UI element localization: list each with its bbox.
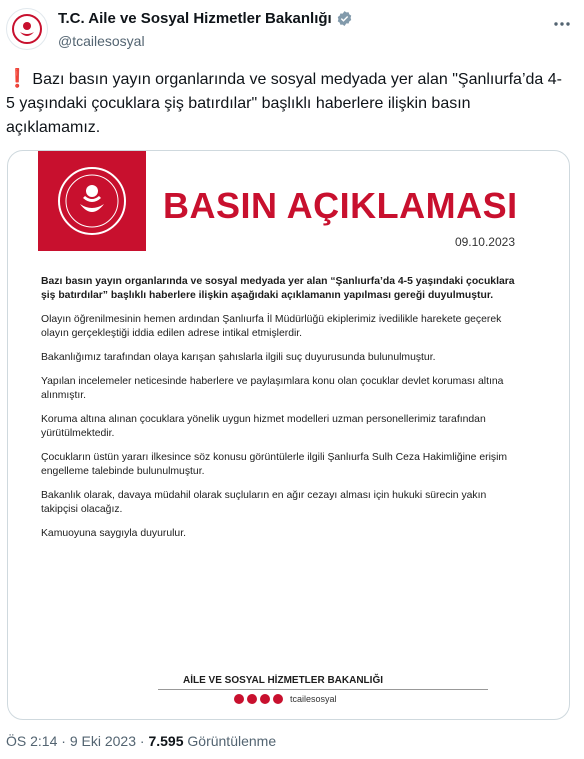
tweet-date[interactable]: 9 Eki 2023 <box>69 733 136 749</box>
author-name[interactable] <box>58 10 353 27</box>
footer-organization: AİLE VE SOSYAL HİZMETLER BAKANLIĞI <box>182 675 384 686</box>
paragraph: Bakanlığımız tarafından olaya karışan şahıslarla ilgili suç duyurusunda bulunulmuştur. <box>41 352 436 363</box>
facebook-icon <box>247 694 257 704</box>
author-handle[interactable]: @tcailesosyal <box>58 33 145 49</box>
tweet-header <box>0 0 584 60</box>
paragraph: Olayın öğrenilmesinin hemen ardından Şanlıurfa İl Müdürlüğü ekiplerimiz ivedilikle harekete geçerek olayın gerçekleştiği iddia edilen adrese intikal etmişlerdir. <box>41 314 502 339</box>
ministry-logo-icon <box>11 13 43 45</box>
paragraph: Koruma altına alınan çocuklara yönelik uygun hizmet modelleri uzman personellerimiz tarafından yürütülmektedir. <box>41 414 486 439</box>
press-release-document <box>38 151 541 720</box>
exclamation-icon: ❗ <box>6 68 29 88</box>
meta-separator: · <box>136 733 149 749</box>
meta-separator: · <box>57 733 70 749</box>
views-label: Görüntülenme <box>183 733 277 749</box>
tweet-time[interactable]: ÖS 2:14 <box>6 733 58 749</box>
paragraph: Yapılan incelemeler neticesinde haberlere ve paylaşımlara konu olan çocuklar devlet koruması altına alınmıştır. <box>41 376 504 401</box>
press-release-title: BASIN AÇIKLAMASI <box>163 185 518 226</box>
verified-badge-icon <box>336 10 353 27</box>
youtube-icon <box>260 694 270 704</box>
press-release-body <box>41 275 521 551</box>
tweet-media-image[interactable] <box>7 150 570 720</box>
tweet-body: Bazı basın yayın organlarında ve sosyal medyada yer alan "Şanlıurfa’da 4-5 yaşındaki çocuklara şiş batırdılar" başlıklı haberlere ilişkin basın açıklamamız. <box>6 71 562 136</box>
views-count: 7.595 <box>148 733 184 749</box>
footer-divider <box>158 689 488 690</box>
paragraph: Bakanlık olarak, davaya müdahil olarak suçluların en ağır cezayı alması için hukuki sürecin yakın takipçisi olacağız. <box>41 490 487 515</box>
ministry-logo <box>38 151 146 251</box>
instagram-icon <box>234 694 244 704</box>
press-release-date: 09.10.2023 <box>454 235 515 249</box>
more-options-icon[interactable] <box>552 14 572 34</box>
paragraph: Çocukların üstün yararı ilkesince söz konusu görüntülerle ilgili Şanlıurfa Sulh Ceza Hakimliğine erişim engelleme talebinde bulunulmuştur. <box>41 452 508 477</box>
paragraph: Kamuoyuna saygıyla duyurulur. <box>41 528 186 539</box>
tweet-text <box>6 66 566 140</box>
ministry-emblem-icon <box>53 162 131 240</box>
footer-handle: tcailesosyal <box>290 694 337 704</box>
paragraph: Bazı basın yayın organlarında ve sosyal medyada yer alan “Şanlıurfa’da 4-5 yaşındaki çocuklara şiş batırdılar” başlıklı haberlere ilişkin aşağıdaki açıklamanın yapılması gereği duyulmuştur. <box>41 276 515 301</box>
tweet-meta <box>6 733 276 749</box>
social-links <box>234 694 337 704</box>
author-name-text[interactable]: T.C. Aile ve Sosyal Hizmetler Bakanlığı <box>58 10 332 27</box>
x-icon <box>273 694 283 704</box>
author-avatar[interactable] <box>6 8 48 50</box>
